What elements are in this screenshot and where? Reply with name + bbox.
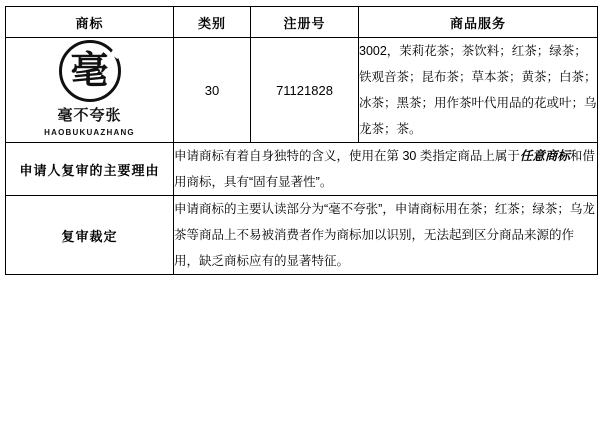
decision-text: 申请商标的主要认读部分为“毫不夸张”，申请商标用在茶；红茶；绿茶；乌龙茶等商品上不易被消费者作为商标加以识别，无法起到区分商品来源的作用，缺乏商标应有的显著特征。 — [174, 196, 598, 275]
review-reason-text — [174, 143, 598, 196]
review-reason-text-part2: 和借用商标，具有“固有显著性”。 — [174, 149, 595, 189]
review-reason-label: 申请人复审的主要理由 — [6, 143, 174, 196]
trademark-review-table — [5, 6, 598, 275]
trademark-logo-cell — [6, 38, 174, 143]
table-header-row — [6, 7, 598, 38]
logo-chinese-text: 毫不夸张 — [57, 108, 122, 124]
trademark-registration-number-value: 71121828 — [251, 38, 359, 143]
review-reason-text-part1: 申请商标有着自身独特的含义，使用在第 30 类指定商品上属于 — [174, 149, 520, 163]
header-goods-services: 商品服务 — [359, 7, 598, 38]
trademark-logo-icon — [59, 40, 121, 102]
header-trademark: 商标 — [6, 7, 174, 38]
logo-character: 毫 — [70, 50, 109, 92]
trademark-logo — [44, 40, 135, 138]
trademark-class-value: 30 — [174, 38, 251, 143]
header-class: 类别 — [174, 7, 251, 38]
trademark-goods-value: 3002，茉莉花茶；茶饮料；红茶；绿茶；铁观音茶；昆布茶；草本茶；黄茶；白茶；冰茶；黑茶；用作茶叶代用品的花或叶；乌龙茶；茶。 — [359, 38, 598, 143]
decision-label: 复审裁定 — [6, 196, 174, 275]
table-header — [6, 7, 598, 38]
review-reason-emphasis: 任意商标 — [519, 149, 570, 163]
table-row-review-reason — [6, 143, 598, 196]
table-row-decision — [6, 196, 598, 275]
logo-pinyin-text: HAOBUKUAZHANG — [44, 128, 135, 137]
table-body — [6, 38, 598, 275]
table-row-trademark — [6, 38, 598, 143]
header-registration-number: 注册号 — [251, 7, 359, 38]
